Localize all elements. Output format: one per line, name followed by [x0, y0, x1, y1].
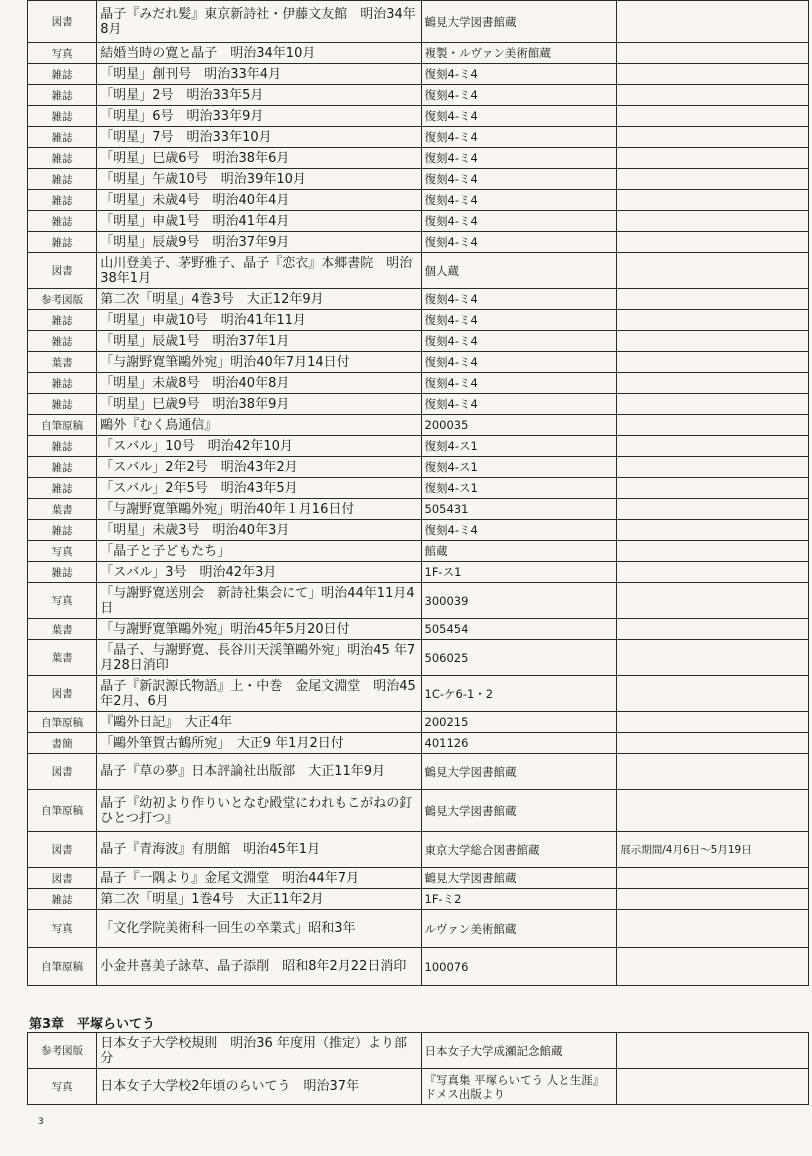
table-row	[28, 676, 809, 712]
table-row	[28, 910, 809, 948]
location-cell: 復刻4-ミ4	[421, 289, 617, 310]
location-cell: 復刻4-ミ4	[421, 211, 617, 232]
table-row	[28, 1, 809, 43]
note-cell	[617, 106, 809, 127]
table-row	[28, 106, 809, 127]
title-cell: 鷗外『むく鳥通信』	[97, 415, 421, 436]
location-cell: 200035	[421, 415, 617, 436]
note-cell	[617, 352, 809, 373]
title-cell: 「明星」7号 明治33年10月	[97, 127, 421, 148]
table-row	[28, 619, 809, 640]
category-cell: 雑誌	[28, 394, 97, 415]
location-cell: 復刻4-ミ4	[421, 310, 617, 331]
location-cell: 復刻4-ミ4	[421, 85, 617, 106]
table-row	[28, 148, 809, 169]
location-cell: 300039	[421, 583, 617, 619]
note-cell	[617, 889, 809, 910]
title-cell: 「明星」創刊号 明治33年4月	[97, 64, 421, 85]
note-cell	[617, 190, 809, 211]
category-cell: 雑誌	[28, 373, 97, 394]
title-cell: 晶子『幼初より作りいとなむ殿堂にわれもこがねの釘ひとつ打つ』	[97, 790, 421, 832]
title-cell: 「明星」申歳1号 明治41年4月	[97, 211, 421, 232]
category-cell: 書簡	[28, 733, 97, 754]
location-cell: 東京大学総合図書館蔵	[421, 832, 617, 868]
table-row	[28, 457, 809, 478]
note-cell	[617, 520, 809, 541]
note-cell	[617, 619, 809, 640]
note-cell	[617, 43, 809, 64]
table-row	[28, 868, 809, 889]
table-row	[28, 289, 809, 310]
location-cell: 506025	[421, 640, 617, 676]
category-cell: 雑誌	[28, 85, 97, 106]
category-cell: 自筆原稿	[28, 415, 97, 436]
table-row	[28, 352, 809, 373]
location-cell: 復刻4-ス1	[421, 436, 617, 457]
table-row	[28, 211, 809, 232]
exhibit-table-chapter2	[27, 0, 809, 986]
table-row	[28, 253, 809, 289]
table-row	[28, 712, 809, 733]
location-cell: 1F-ス1	[421, 562, 617, 583]
table-row	[28, 541, 809, 562]
category-cell: 写真	[28, 583, 97, 619]
location-cell: 復刻4-ミ4	[421, 352, 617, 373]
table-row	[28, 948, 809, 986]
title-cell: 「明星」未歳3号 明治40年3月	[97, 520, 421, 541]
note-cell	[617, 331, 809, 352]
table-row	[28, 415, 809, 436]
note-cell	[617, 211, 809, 232]
location-cell: 1C-ケ6-1・2	[421, 676, 617, 712]
category-cell: 自筆原稿	[28, 948, 97, 986]
category-cell: 雑誌	[28, 169, 97, 190]
note-cell	[617, 169, 809, 190]
note-cell	[617, 733, 809, 754]
table-row	[28, 583, 809, 619]
location-cell: 『写真集 平塚らいてう 人と生涯』ドメス出版より	[421, 1069, 617, 1105]
category-cell: 写真	[28, 43, 97, 64]
category-cell: 図書	[28, 868, 97, 889]
category-cell: 写真	[28, 1069, 97, 1105]
title-cell: 「文化学院美術科一回生の卒業式」昭和3年	[97, 910, 421, 948]
category-cell: 雑誌	[28, 127, 97, 148]
note-cell	[617, 1033, 809, 1069]
page-mark: 3	[38, 1117, 44, 1127]
table-row	[28, 127, 809, 148]
category-cell: 図書	[28, 676, 97, 712]
note-cell	[617, 541, 809, 562]
note-cell	[617, 436, 809, 457]
location-cell: 鶴見大学図書館蔵	[421, 868, 617, 889]
note-cell	[617, 948, 809, 986]
table-row	[28, 640, 809, 676]
note-cell	[617, 232, 809, 253]
table-row	[28, 169, 809, 190]
note-cell	[617, 415, 809, 436]
title-cell: 「与謝野寛筆鷗外宛」明治40年7月14日付	[97, 352, 421, 373]
table-row	[28, 733, 809, 754]
location-cell: 復刻4-ミ4	[421, 232, 617, 253]
location-cell: 復刻4-ミ4	[421, 520, 617, 541]
table-row	[28, 499, 809, 520]
title-cell: 「明星」未歳4号 明治40年4月	[97, 190, 421, 211]
table-row	[28, 790, 809, 832]
location-cell: 復刻4-ス1	[421, 478, 617, 499]
category-cell: 雑誌	[28, 436, 97, 457]
location-cell: 復刻4-ミ4	[421, 106, 617, 127]
title-cell: 「鷗外筆賀古鶴所宛」 大正9 年1月2日付	[97, 733, 421, 754]
table-row	[28, 478, 809, 499]
title-cell: 晶子『みだれ髪』東京新詩社・伊藤文友館 明治34年8月	[97, 1, 421, 43]
title-cell: 日本女子大学校2年頃のらいてう 明治37年	[97, 1069, 421, 1105]
location-cell: 100076	[421, 948, 617, 986]
category-cell: 雑誌	[28, 310, 97, 331]
location-cell: 個人蔵	[421, 253, 617, 289]
table-row	[28, 754, 809, 790]
location-cell: 鶴見大学図書館蔵	[421, 790, 617, 832]
note-cell	[617, 676, 809, 712]
category-cell: 参考図版	[28, 289, 97, 310]
category-cell: 自筆原稿	[28, 790, 97, 832]
location-cell: 505454	[421, 619, 617, 640]
title-cell: 第二次「明星」1巻4号 大正11年2月	[97, 889, 421, 910]
chapter-heading: 第3章 平塚らいてう	[29, 1017, 156, 1032]
table-row	[28, 43, 809, 64]
note-cell	[617, 85, 809, 106]
note-cell	[617, 640, 809, 676]
table-row	[28, 520, 809, 541]
note-cell	[617, 253, 809, 289]
title-cell: 「スバル」3号 明治42年3月	[97, 562, 421, 583]
note-cell	[617, 712, 809, 733]
table-row	[28, 832, 809, 868]
title-cell: 「明星」巳歳9号 明治38年9月	[97, 394, 421, 415]
location-cell: 復刻4-ミ4	[421, 190, 617, 211]
title-cell: 「与謝野寛送別会 新詩社集会にて」明治44年11月4日	[97, 583, 421, 619]
location-cell: 505431	[421, 499, 617, 520]
category-cell: 図書	[28, 253, 97, 289]
category-cell: 雑誌	[28, 106, 97, 127]
title-cell: 「与謝野寛筆鷗外宛」明治40年１月16日付	[97, 499, 421, 520]
table-row	[28, 1069, 809, 1105]
category-cell: 雑誌	[28, 889, 97, 910]
note-cell	[617, 790, 809, 832]
location-cell: ルヴァン美術館蔵	[421, 910, 617, 948]
table-row	[28, 190, 809, 211]
category-cell: 雑誌	[28, 331, 97, 352]
table-row	[28, 1033, 809, 1069]
category-cell: 雑誌	[28, 64, 97, 85]
title-cell: 結婚当時の寛と晶子 明治34年10月	[97, 43, 421, 64]
title-cell: 「明星」辰歳9号 明治37年9月	[97, 232, 421, 253]
note-cell	[617, 373, 809, 394]
title-cell: 「与謝野寛筆鷗外宛」明治45年5月20日付	[97, 619, 421, 640]
title-cell: 『鷗外日記』 大正4年	[97, 712, 421, 733]
category-cell: 図書	[28, 754, 97, 790]
table-row	[28, 562, 809, 583]
category-cell: 写真	[28, 541, 97, 562]
category-cell: 雑誌	[28, 148, 97, 169]
title-cell: 「スバル」2年2号 明治43年2月	[97, 457, 421, 478]
title-cell: 「スバル」10号 明治42年10月	[97, 436, 421, 457]
category-cell: 雑誌	[28, 478, 97, 499]
note-cell	[617, 148, 809, 169]
title-cell: 「明星」申歳10号 明治41年11月	[97, 310, 421, 331]
category-cell: 図書	[28, 832, 97, 868]
title-cell: 「晶子と子どもたち」	[97, 541, 421, 562]
title-cell: 「スバル」2年5号 明治43年5月	[97, 478, 421, 499]
note-cell: 展示期間/4月6日～5月19日	[617, 832, 809, 868]
location-cell: 401126	[421, 733, 617, 754]
note-cell	[617, 127, 809, 148]
table-row	[28, 436, 809, 457]
note-cell	[617, 310, 809, 331]
title-cell: 「明星」6号 明治33年9月	[97, 106, 421, 127]
title-cell: 晶子『新訳源氏物語』上・中巻 金尾文淵堂 明治45年2月、6月	[97, 676, 421, 712]
title-cell: 「明星」2号 明治33年5月	[97, 85, 421, 106]
location-cell: 復刻4-ミ4	[421, 148, 617, 169]
note-cell	[617, 499, 809, 520]
title-cell: 第二次「明星」4巻3号 大正12年9月	[97, 289, 421, 310]
exhibit-table-chapter3	[27, 1032, 809, 1105]
location-cell: 館蔵	[421, 541, 617, 562]
table-row	[28, 331, 809, 352]
category-cell: 雑誌	[28, 520, 97, 541]
category-cell: 葉書	[28, 499, 97, 520]
location-cell: 日本女子大学成瀬記念館蔵	[421, 1033, 617, 1069]
note-cell	[617, 1069, 809, 1105]
title-cell: 「明星」辰歳1号 明治37年1月	[97, 331, 421, 352]
note-cell	[617, 754, 809, 790]
title-cell: 「明星」午歳10号 明治39年10月	[97, 169, 421, 190]
table-row	[28, 85, 809, 106]
category-cell: 図書	[28, 1, 97, 43]
category-cell: 雑誌	[28, 562, 97, 583]
category-cell: 自筆原稿	[28, 712, 97, 733]
note-cell	[617, 64, 809, 85]
location-cell: 200215	[421, 712, 617, 733]
note-cell	[617, 583, 809, 619]
note-cell	[617, 1, 809, 43]
title-cell: 晶子『青海波』有朋館 明治45年1月	[97, 832, 421, 868]
title-cell: 日本女子大学校規則 明治36 年度用（推定）より部分	[97, 1033, 421, 1069]
title-cell: 「明星」巳歳6号 明治38年6月	[97, 148, 421, 169]
location-cell: 復刻4-ミ4	[421, 127, 617, 148]
location-cell: 復刻4-ミ4	[421, 169, 617, 190]
location-cell: 鶴見大学図書館蔵	[421, 754, 617, 790]
title-cell: 晶子『一隅より』金尾文淵堂 明治44年7月	[97, 868, 421, 889]
category-cell: 葉書	[28, 619, 97, 640]
note-cell	[617, 478, 809, 499]
location-cell: 複製・ルヴァン美術館蔵	[421, 43, 617, 64]
note-cell	[617, 289, 809, 310]
note-cell	[617, 868, 809, 889]
note-cell	[617, 457, 809, 478]
note-cell	[617, 562, 809, 583]
table-row	[28, 373, 809, 394]
location-cell: 復刻4-ミ4	[421, 64, 617, 85]
note-cell	[617, 394, 809, 415]
category-cell: 葉書	[28, 640, 97, 676]
category-cell: 雑誌	[28, 457, 97, 478]
note-cell	[617, 910, 809, 948]
title-cell: 山川登美子、茅野雅子、晶子『恋衣』本郷書院 明治38年1月	[97, 253, 421, 289]
title-cell: 晶子『草の夢』日本評論社出版部 大正11年9月	[97, 754, 421, 790]
table-row	[28, 64, 809, 85]
title-cell: 「明星」未歳8号 明治40年8月	[97, 373, 421, 394]
category-cell: 雑誌	[28, 190, 97, 211]
location-cell: 復刻4-ス1	[421, 457, 617, 478]
location-cell: 復刻4-ミ4	[421, 373, 617, 394]
category-cell: 雑誌	[28, 232, 97, 253]
category-cell: 葉書	[28, 352, 97, 373]
table-row	[28, 310, 809, 331]
table-row	[28, 889, 809, 910]
location-cell: 鶴見大学図書館蔵	[421, 1, 617, 43]
location-cell: 1F-ミ2	[421, 889, 617, 910]
title-cell: 「晶子、与謝野寛、長谷川天渓筆鷗外宛」明治45 年7 月28日消印	[97, 640, 421, 676]
table-row	[28, 232, 809, 253]
title-cell: 小金井喜美子詠草、晶子添削 昭和8年2月22日消印	[97, 948, 421, 986]
location-cell: 復刻4-ミ4	[421, 394, 617, 415]
category-cell: 雑誌	[28, 211, 97, 232]
location-cell: 復刻4-ミ4	[421, 331, 617, 352]
category-cell: 参考図版	[28, 1033, 97, 1069]
category-cell: 写真	[28, 910, 97, 948]
table-row	[28, 394, 809, 415]
